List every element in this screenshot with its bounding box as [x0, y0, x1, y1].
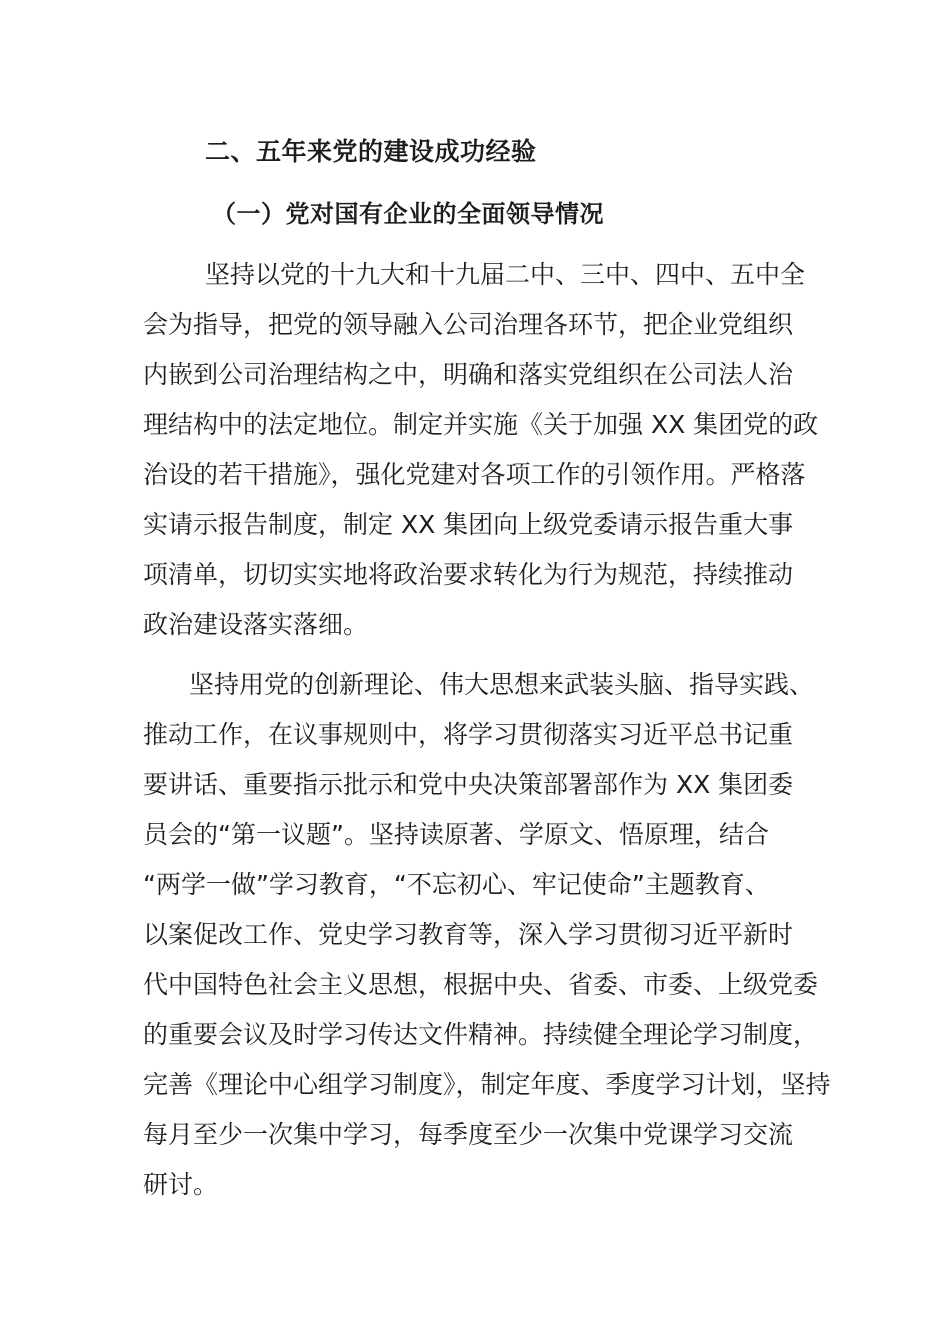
paragraph-line: 研讨。 — [143, 1170, 219, 1199]
paragraph-line: 内嵌到公司治理结构之中，明确和落实党组织在公司法人治 — [143, 360, 794, 389]
paragraph-line: 以案促改工作、党史学习教育等，深入学习贯彻习近平新时 — [143, 920, 794, 949]
paragraph-line: 的重要会议及时学习传达文件精神。持续健全理论学习制度， — [143, 1020, 819, 1049]
section-heading: 二、五年来党的建设成功经验 — [205, 137, 537, 166]
subsection-heading: （一）党对国有企业的全面领导情况 — [212, 200, 604, 228]
paragraph-2 — [143, 660, 831, 1210]
paragraph-line: 实请示报告制度，制定 XX 集团向上级党委请示报告重大事 — [143, 510, 794, 539]
paragraph-line: 理结构中的法定地位。制定并实施《关于加强 XX 集团党的政 — [143, 410, 819, 439]
paragraph-line: 代中国特色社会主义思想，根据中央、省委、市委、上级党委 — [143, 970, 819, 999]
paragraph-line: “两学一做”学习教育，“不忘初心、牢记使命”主题教育、 — [143, 870, 770, 899]
paragraph-line: 完善《理论中心组学习制度》，制定年度、季度学习计划，坚持 — [143, 1070, 831, 1099]
paragraph-line: 项清单，切切实实地将政治要求转化为行为规范，持续推动 — [143, 560, 794, 589]
paragraph-line: 治设的若干措施》，强化党建对各项工作的引领作用。严格落 — [143, 460, 806, 489]
paragraph-line: 每月至少一次集中学习，每季度至少一次集中党课学习交流 — [143, 1120, 794, 1149]
paragraph-1 — [143, 250, 819, 650]
paragraph-line: 坚持以党的十九大和十九届二中、三中、四中、五中全 — [205, 260, 806, 289]
paragraph-line: 坚持用党的创新理论、伟大思想来武装头脑、指导实践、 — [189, 670, 815, 699]
paragraph-line: 员会的“第一议题”。坚持读原著、学原文、悟原理，结合 — [143, 820, 769, 849]
paragraph-line: 要讲话、重要指示批示和党中央决策部署部作为 XX 集团委 — [143, 770, 794, 799]
paragraph-line: 会为指导，把党的领导融入公司治理各环节，把企业党组织 — [143, 310, 794, 339]
paragraph-line: 政治建设落实落细。 — [143, 610, 369, 639]
paragraph-line: 推动工作，在议事规则中，将学习贯彻落实习近平总书记重 — [143, 720, 794, 749]
